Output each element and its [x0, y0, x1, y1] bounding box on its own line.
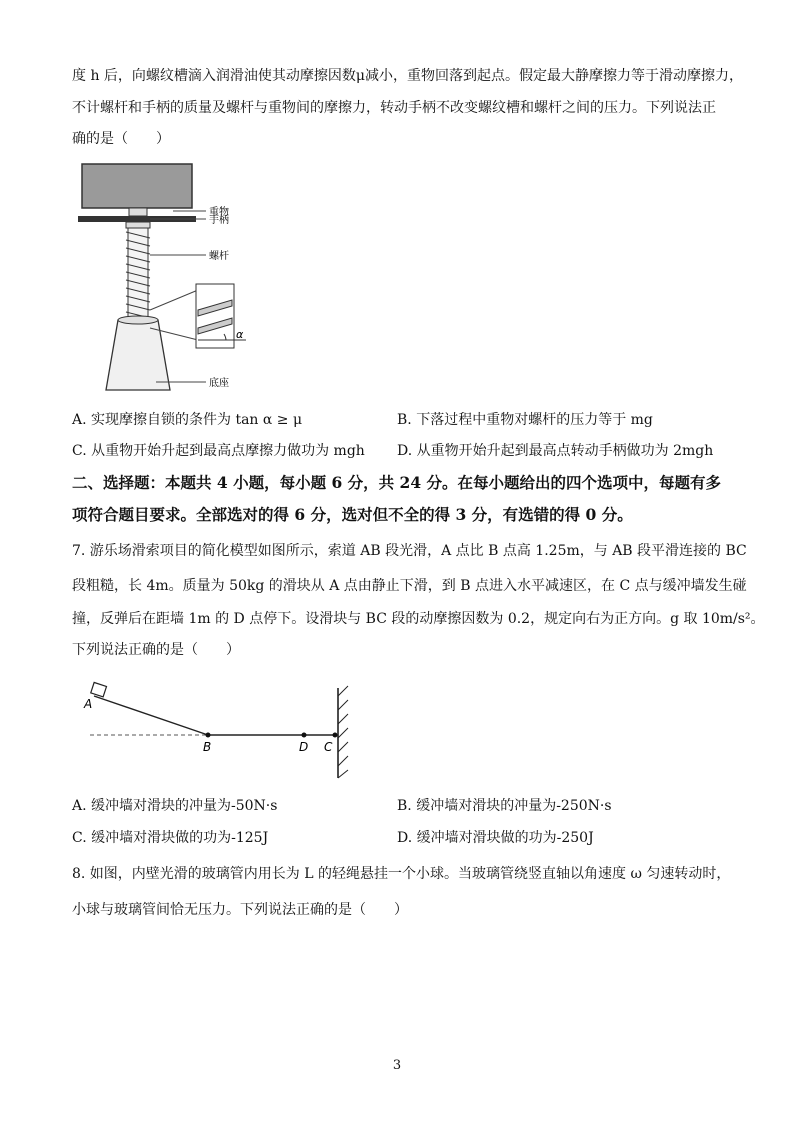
- page-number: 3: [392, 1058, 402, 1073]
- q6-option-a: A. 实现摩擦自锁的条件为 tan α ≥ μ: [72, 412, 303, 428]
- q7-option-a: A. 缓冲墙对滑块的冲量为-50N·s: [72, 798, 278, 814]
- q7-stem-line-3: 撞，反弹后在距墙 1m 的 D 点停下。设滑块与 BC 段的动摩擦因数为 0.2，规定向右为正方向。g 取 10m/s²。: [72, 611, 765, 627]
- section2-heading-line-1: 二、选择题：本题共 4 小题，每小题 6 分，共 24 分。在每小题给出的四个选项中，每题有多: [72, 473, 722, 492]
- q6-stem-line-2: 不计螺杆和手柄的质量及螺杆与重物间的摩擦力，转动手柄不改变螺纹槽和螺杆之间的压力。下列说法正: [72, 100, 716, 116]
- q6-option-c: C. 从重物开始升起到最高点摩擦力做功为 mgh: [72, 443, 365, 459]
- q7-option-c: C. 缓冲墙对滑块做的功为-125J: [72, 830, 269, 846]
- q7-option-b: B. 缓冲墙对滑块的冲量为-250N·s: [397, 798, 612, 814]
- q6-stem-line-1: 度 h 后，向螺纹槽滴入润滑油使其动摩擦因数μ减小，重物回落到起点。假定最大静摩擦力等于滑动摩擦力，: [72, 68, 744, 84]
- point-c: [333, 733, 338, 738]
- label-handle: 手柄: [209, 215, 229, 226]
- thread-detail-box: [196, 284, 234, 348]
- q6-jack-screw-figure: [78, 160, 278, 400]
- weight-block: [82, 164, 192, 208]
- q7-option-d: D. 缓冲墙对滑块做的功为-250J: [397, 830, 594, 846]
- q8-stem-line-2: 小球与玻璃管间恰无压力。下列说法正确的是（ ）: [72, 902, 408, 918]
- slider-block: [91, 682, 107, 696]
- label-angle: α: [236, 328, 244, 341]
- q7-zipline-figure: [80, 680, 370, 780]
- section2-heading-line-2: 项符合题目要求。全部选对的得 6 分，选对但不全的得 3 分，有选错的得 0 分。: [72, 505, 633, 524]
- q6-option-b: B. 下落过程中重物对螺杆的压力等于 mg: [397, 412, 653, 428]
- label-c: C: [324, 740, 333, 754]
- q6-option-d: D. 从重物开始升起到最高点转动手柄做功为 2mgh: [397, 443, 714, 459]
- point-b: [206, 733, 211, 738]
- label-screw: 螺杆: [209, 251, 229, 262]
- q7-stem-line-2: 段粗糙，长 4m。质量为 50kg 的滑块从 A 点由静止下滑，到 B 点进入水平减速区，在 C 点与缓冲墙发生碰: [72, 578, 747, 594]
- q7-stem-line-1: 7. 游乐场滑索项目的简化模型如图所示，索道 AB 段光滑，A 点比 B 点高 1.25m，与 AB 段平滑连接的 BC: [72, 543, 747, 559]
- label-weight: 重物: [209, 207, 229, 218]
- q8-stem-line-1: 8. 如图，内壁光滑的玻璃管内用长为 L 的轻绳悬挂一个小球。当玻璃管绕竖直轴以角速度 ω 匀速转动时，: [72, 866, 731, 882]
- track-ab: [94, 696, 208, 735]
- label-d: D: [299, 740, 309, 754]
- point-d: [302, 733, 307, 738]
- label-base: 底座: [209, 378, 229, 389]
- q6-stem-line-3: 确的是（ ）: [72, 131, 170, 147]
- q7-stem-line-4: 下列说法正确的是（ ）: [72, 642, 240, 658]
- label-b: B: [203, 740, 212, 754]
- label-a: A: [84, 697, 93, 711]
